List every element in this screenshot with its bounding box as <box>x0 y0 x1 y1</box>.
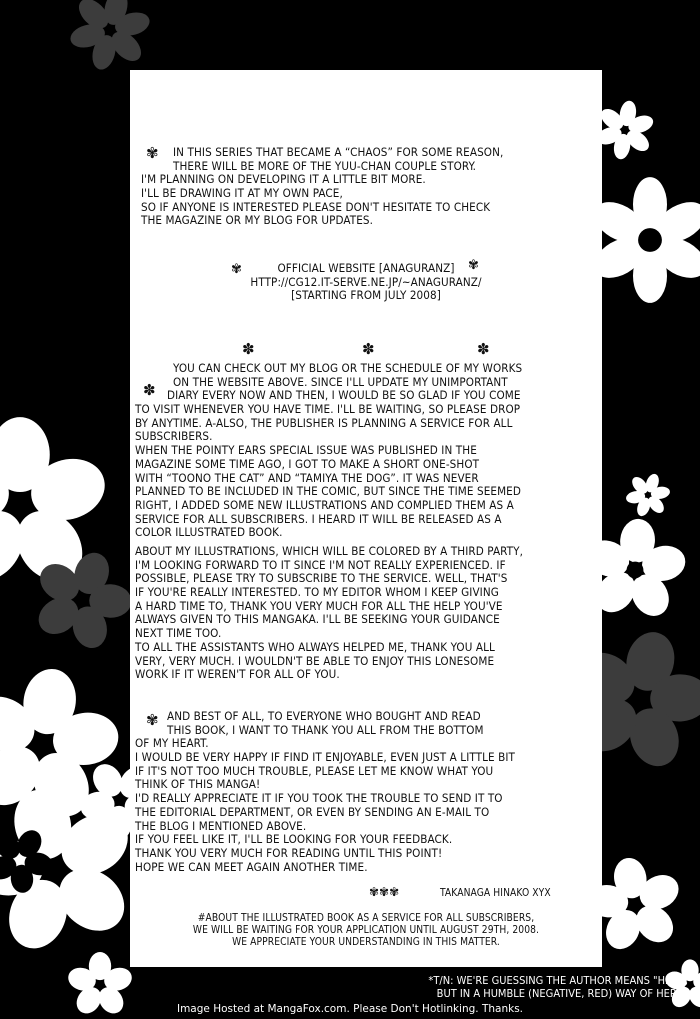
text-line: THE BLOG I MENTIONED ABOVE. <box>135 818 307 833</box>
flower-ornament-icon: ✽ <box>143 381 156 399</box>
translator-note <box>428 975 688 1000</box>
text-line: BUT IN A HUMBLE (NEGATIVE, RED) WAY OF HERS* <box>436 986 688 1000</box>
hosting-footer: Image Hosted at MangaFox.com. Please Don't Hotlinking. Thanks. <box>176 1003 524 1015</box>
text-line: WHEN THE POINTY EARS SPECIAL ISSUE WAS PUBLISHED IN THE <box>135 443 477 458</box>
text-line: I'M LOOKING FORWARD TO IT SINCE I'M NOT REALLY EXPERIENCED. IF <box>135 557 506 572</box>
text-line: A HARD TIME TO, THANK YOU VERY MUCH FOR ALL THE HELP YOU'VE <box>135 598 503 613</box>
text-line: I'LL BE DRAWING IT AT MY OWN PACE, <box>141 186 343 201</box>
text-line: WE WILL BE WAITING FOR YOUR APPLICATION UNTIL AUGUST 29TH, 2008. <box>192 925 540 936</box>
thanks-paragraph <box>135 545 523 682</box>
text-line: THE EDITORIAL DEPARTMENT, OR EVEN BY SENDING AN E-MAIL TO <box>135 804 490 819</box>
text-line: BY ANYTIME. A-ALSO, THE PUBLISHER IS PLANNING A SERVICE FOR ALL <box>135 415 513 430</box>
website-title: OFFICIAL WEBSITE [ANAGURANZ] <box>277 261 455 275</box>
flower-ornament-icon: ✽ <box>477 340 490 358</box>
text-line: ON THE WEBSITE ABOVE. SINCE I'LL UPDATE MY UNIMPORTANT <box>173 374 508 389</box>
readers-paragraph <box>135 710 515 874</box>
text-line: DIARY EVERY NOW AND THEN, I WOULD BE SO GLAD IF YOU COME <box>167 388 521 403</box>
text-line: THIS BOOK, I WANT TO THANK YOU ALL FROM THE BOTTOM <box>167 722 484 737</box>
text-line: MAGAZINE SOME TIME AGO, I GOT TO MAKE A SHORT ONE-SHOT <box>135 456 480 471</box>
text-line: I'M PLANNING ON DEVELOPING IT A LITTLE BIT MORE. <box>141 172 426 187</box>
text-line: TO ALL THE ASSISTANTS WHO ALWAYS HELPED ME, THANK YOU ALL <box>135 639 495 654</box>
text-line: PLANNED TO BE INCLUDED IN THE COMIC, BUT SINCE THE TIME SEEMED <box>135 484 521 499</box>
flower-ornament-icon: ✾✾✾ <box>369 885 400 899</box>
text-line: SO IF ANYONE IS INTERESTED PLEASE DON'T HESITATE TO CHECK <box>141 199 491 214</box>
text-line: I WOULD BE VERY HAPPY IF FIND IT ENJOYABLE, EVEN JUST A LITTLE BIT <box>135 750 516 765</box>
text-line: IN THIS SERIES THAT BECAME A “CHAOS” FOR SOME REASON, <box>173 145 504 159</box>
text-line: ALWAYS GIVEN TO THIS MANGAKA. I'LL BE SEEKING YOUR GUIDANCE <box>135 612 500 627</box>
text-line: SERVICE FOR ALL SUBSCRIBERS. I HEARD IT WILL BE RELEASED AS A <box>135 511 502 526</box>
flower-ornament-icon: ✾ <box>146 144 159 162</box>
text-line: ABOUT MY ILLUSTRATIONS, WHICH WILL BE COLORED BY A THIRD PARTY, <box>135 544 524 558</box>
website-url[interactable]: HTTP://CG12.IT-SERVE.NE.JP/~ANAGURANZ/ <box>250 274 482 289</box>
intro-paragraph <box>135 146 503 228</box>
text-line: THE MAGAZINE OR MY BLOG FOR UPDATES. <box>141 213 374 228</box>
flower-ornament-icon: ✾ <box>468 258 479 273</box>
flower-ornament-icon: ✽ <box>362 340 375 358</box>
website-start: [STARTING FROM JULY 2008] <box>291 288 441 303</box>
text-line: HOPE WE CAN MEET AGAIN ANOTHER TIME. <box>135 859 368 874</box>
text-line: WE APPRECIATE YOUR UNDERSTANDING IN THIS MATTER. <box>232 937 500 948</box>
text-line: COLOR ILLUSTRATED BOOK. <box>135 525 283 540</box>
flower-ornament-icon: ✾ <box>231 262 242 277</box>
text-line: TO VISIT WHENEVER YOU HAVE TIME. I'LL BE WAITING, SO PLEASE DROP <box>135 402 521 417</box>
text-line: #ABOUT THE ILLUSTRATED BOOK AS A SERVICE FOR ALL SUBSCRIBERS, <box>197 913 535 924</box>
text-line: RIGHT, I ADDED SOME NEW ILLUSTRATIONS AND COMPLIED THEM AS A <box>135 497 514 512</box>
text-line: YOU CAN CHECK OUT MY BLOG OR THE SCHEDULE OF MY WORKS <box>173 361 523 375</box>
flower-ornament-icon: ✽ <box>242 340 255 358</box>
text-line: IF YOU FEEL LIKE IT, I'LL BE LOOKING FOR YOUR FEEDBACK. <box>135 832 453 847</box>
text-line: SUBSCRIBERS. <box>135 429 213 444</box>
text-line: *T/N: WE'RE GUESSING THE AUTHOR MEANS "HITS", <box>428 974 688 987</box>
text-line: THERE WILL BE MORE OF THE YUU-CHAN COUPLE STORY. <box>173 158 477 173</box>
text-line: THINK OF THIS MANGA! <box>135 777 261 792</box>
subscriber-note <box>140 913 592 949</box>
text-line: OF MY HEART. <box>135 736 209 751</box>
text-line: IF YOU'RE REALLY INTERESTED. TO MY EDITOR WHOM I KEEP GIVING <box>135 585 499 600</box>
text-line: VERY, VERY MUCH. I WOULDN'T BE ABLE TO ENJOY THIS LONESOME <box>135 653 495 668</box>
text-line: WORK IF IT WEREN'T FOR ALL OF YOU. <box>135 667 340 682</box>
text-line: IF IT'S NOT TOO MUCH TROUBLE, PLEASE LET ME KNOW WHAT YOU <box>135 763 494 778</box>
text-line: POSSIBLE, PLEASE TRY TO SUBSCRIBE TO THE SERVICE. WELL, THAT'S <box>135 571 508 586</box>
text-line: I'D REALLY APPRECIATE IT IF YOU TOOK THE TROUBLE TO SEND IT TO <box>135 791 503 806</box>
text-line: WITH “TOONO THE CAT” AND “TAMIYA THE DOG”. IT WAS NEVER <box>135 470 479 485</box>
text-line: NEXT TIME TOO. <box>135 626 222 641</box>
website-info <box>180 262 552 303</box>
flower-ornament-icon: ✾ <box>146 711 159 729</box>
blog-paragraph <box>135 362 522 540</box>
text-line: AND BEST OF ALL, TO EVERYONE WHO BOUGHT AND READ <box>167 709 481 723</box>
text-line: THANK YOU VERY MUCH FOR READING UNTIL THIS POINT! <box>135 845 443 860</box>
author-signature: TAKANAGA HINAKO XYX <box>440 888 551 899</box>
